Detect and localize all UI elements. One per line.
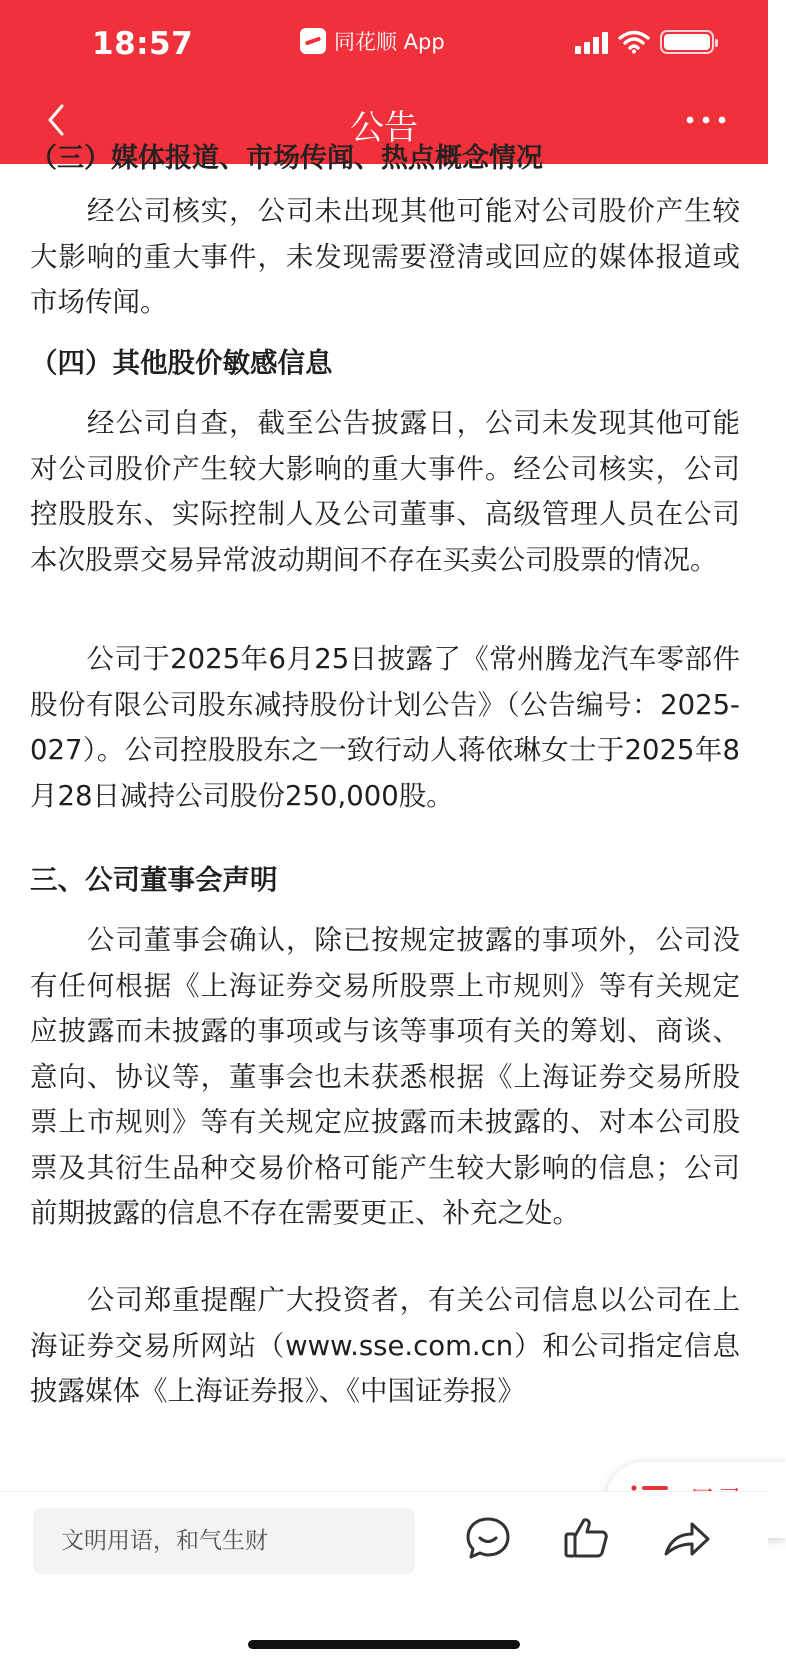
home-indicator [248,1640,520,1649]
comment-icon[interactable] [462,1512,514,1564]
more-dots-icon[interactable] [684,110,728,130]
cellular-signal-icon [575,30,608,54]
app-logo-icon [300,28,326,54]
paragraph-3: 公司于2025年6月25日披露了《常州腾龙汽车零部件股份有限公司股东减持股份计划公告》（公告编号：2025-027）。公司控股股东之一致行动人蒋依琳女士于2025年8月28日减持公司股份250,000股。 [30,643,740,812]
paragraph-2: 经公司自查，截至公告披露日，公司未发现其他可能对公司股价产生较大影响的重大事件。经公司核实，公司控股股东、实际控制人及公司董事、高级管理人员在公司本次股票交易异常波动期间不存在买卖公司股票的情况。 [30,407,740,576]
page-title: 公告 [350,108,418,148]
article-content [30,143,740,1491]
app-name: 同花顺 App [334,30,445,54]
section-heading-partial: （三）媒体报道、市场传闻、热点概念情况 [30,143,543,174]
section-heading-4: （四）其他股价敏感信息 [30,347,333,379]
wifi-icon [618,30,650,54]
comment-input[interactable]: 文明用语，和气生财 [33,1508,415,1574]
like-icon[interactable] [560,1512,612,1564]
status-icons [575,30,714,54]
status-time: 18:57 [92,26,194,62]
battery-icon [660,30,714,54]
app-indicator[interactable] [300,24,445,58]
paragraph-4: 公司董事会确认，除已按规定披露的事项外，公司没有任何根据《上海证券交易所股票上市规则》等有关规定应披露而未披露的事项或与该等事项有关的筹划、商谈、意向、协议等，董事会也未获悉根据《上海证券交易所股票上市规则》等有关规定应披露而未披露的、对本公司股票及其衍生品种交易价格可能产生较大影响的信息；公司前期披露的信息不存在需要更正、补充之处。 [30,924,740,1229]
share-icon[interactable] [660,1512,712,1564]
paragraph-1: 经公司核实，公司未出现其他可能对公司股价产生较大影响的重大事件，未发现需要澄清或回应的媒体报道或市场传闻。 [30,195,740,318]
section-heading-3: 三、公司董事会声明 [30,864,278,896]
bottom-bar [0,1491,768,1663]
paragraph-5: 公司郑重提醒广大投资者，有关公司信息以公司在上海证券交易所网站（www.sse.com.cn）和公司指定信息披露媒体《上海证券报》、《中国证券报》 [30,1284,740,1407]
